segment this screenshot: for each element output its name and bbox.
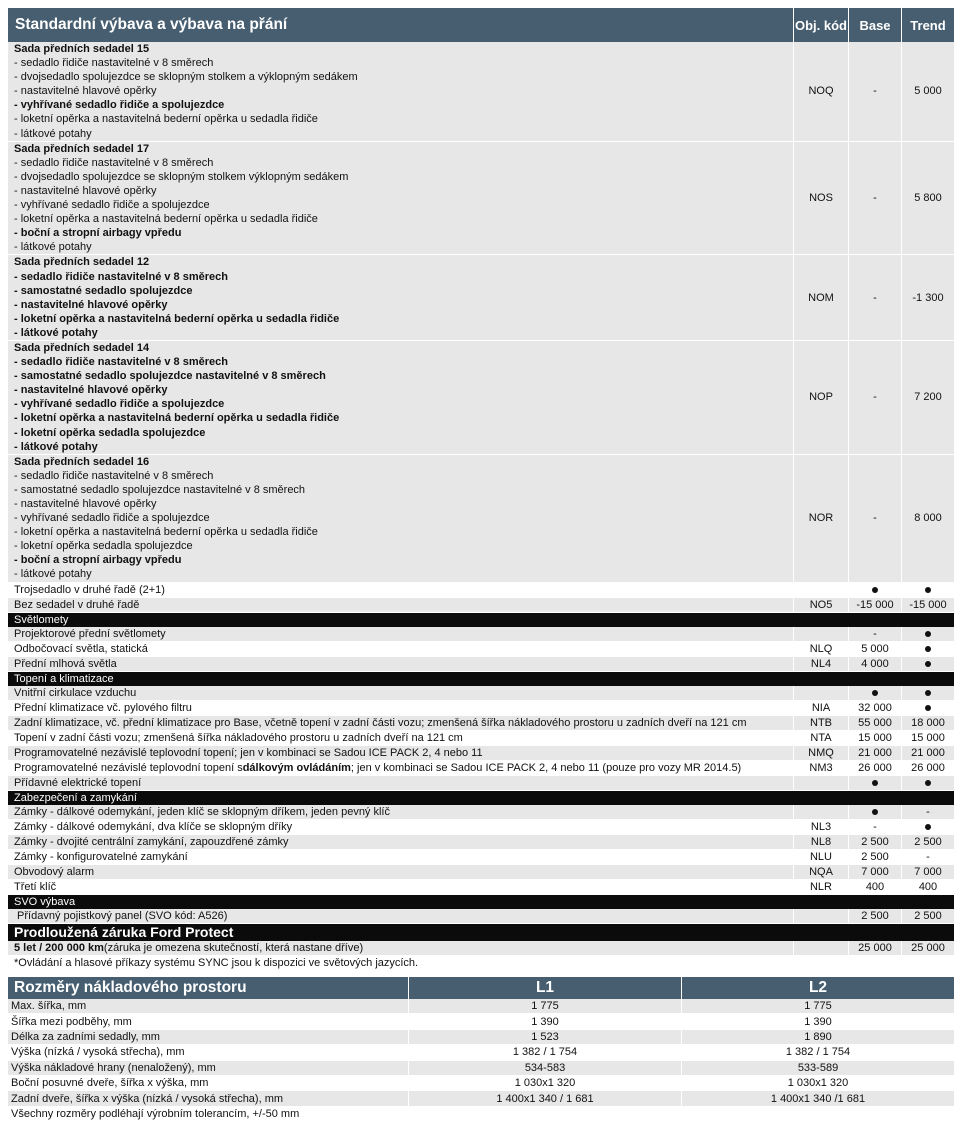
option-row <box>8 820 954 835</box>
package-line: - látkové potahy <box>14 127 92 140</box>
option-code <box>793 776 848 790</box>
included-bullet-icon <box>872 809 878 815</box>
package-line: - sedadlo řidiče nastavitelné v 8 směrech <box>14 156 214 169</box>
l2-value: 1 390 <box>681 1014 954 1028</box>
package-line: - vyhřívané sedadlo řidiče a spolujezdce <box>14 398 225 411</box>
trend-value: 15 000 <box>901 731 954 745</box>
base-value <box>848 686 901 700</box>
option-code <box>793 805 848 819</box>
trend-price: 8 000 <box>901 455 954 582</box>
package-line: - dvojsedadlo spolujezdce se sklopným stolkem a výklopným sedákem <box>14 71 358 84</box>
base-value <box>848 805 901 819</box>
option-name: Projektorové přední světlomety <box>14 627 166 640</box>
option-code: NLU <box>793 850 848 864</box>
package-line: Sada předních sedadel 14 <box>14 341 150 354</box>
included-bullet-icon <box>925 824 931 830</box>
base-value: 5 000 <box>848 642 901 656</box>
trend-value <box>901 657 954 671</box>
base-value: 32 000 <box>848 701 901 715</box>
equipment-table <box>8 8 954 970</box>
option-name: Zámky - konfigurovatelné zamykání <box>14 850 188 863</box>
option-name: Přední klimatizace vč. pylového filtru <box>14 701 192 714</box>
package-line: - sedadlo řidiče nastavitelné v 8 směrech <box>14 356 228 369</box>
dimension-row <box>8 1030 954 1045</box>
package-line: - loketní opěrka a nastavitelná bederní opěrka u sedadla řidiče <box>14 213 318 226</box>
package-line: - nastavitelné hlavové opěrky <box>14 85 157 98</box>
l2-value: 533-589 <box>681 1061 954 1075</box>
name-part-bold: dálkovým ovládáním <box>242 761 351 774</box>
trend-value: 26 000 <box>901 761 954 775</box>
option-code: NOS <box>793 142 848 255</box>
option-name: Zámky - dálkové odemykání, dva klíče se sklopným dříky <box>14 820 293 833</box>
option-row <box>8 850 954 865</box>
package-line: - vyhřívané sedadlo řidiče a spolujezdce <box>14 512 210 525</box>
base-value: 2 500 <box>848 850 901 864</box>
seat-package-row <box>8 455 954 583</box>
package-line: - loketní opěrka sedadla spolujezdce <box>14 540 193 553</box>
included-bullet-icon <box>872 780 878 786</box>
package-description <box>8 255 793 340</box>
seat-package-row <box>8 341 954 455</box>
section-header-heating <box>8 672 954 686</box>
trend-price: -1 300 <box>901 255 954 340</box>
option-row <box>8 909 954 924</box>
trend-price: 5 800 <box>901 142 954 255</box>
option-name: Třetí klíč <box>14 880 57 893</box>
option-code: NOR <box>793 455 848 582</box>
option-name: Trojsedadlo v druhé řadě (2+1) <box>14 583 165 596</box>
section-title: SVO výbava <box>8 895 793 909</box>
package-line: - sedadlo řidiče nastavitelné v 8 směrech <box>14 270 228 283</box>
package-description <box>8 142 793 255</box>
package-line: - loketní opěrka a nastavitelná bederní opěrka u sedadla řidiče <box>14 526 318 539</box>
trend-value: 18 000 <box>901 716 954 730</box>
package-line: - samostatné sedadlo spolujezdce nastavitelné v 8 směrech <box>14 370 326 383</box>
section-header-svo <box>8 895 954 909</box>
l1-value: 1 400x1 340 / 1 681 <box>408 1091 681 1105</box>
option-code: NLR <box>793 880 848 894</box>
package-line: - nastavitelné hlavové opěrky <box>14 184 157 197</box>
option-code <box>793 583 848 597</box>
option-code: NTB <box>793 716 848 730</box>
option-name: Přídavný pojistkový panel (SVO kód: A526) <box>14 909 228 922</box>
trend-value <box>901 642 954 656</box>
option-code: NQA <box>793 865 848 879</box>
dimension-row <box>8 1091 954 1106</box>
dimension-row <box>8 1061 954 1076</box>
package-line: - loketní opěrka a nastavitelná bederní opěrka u sedadla řidiče <box>14 412 340 425</box>
trend-value: -15 000 <box>901 598 954 612</box>
package-line: - loketní opěrka a nastavitelná bederní opěrka u sedadla řidiče <box>14 113 318 126</box>
package-line: - sedadlo řidiče nastavitelné v 8 směrech <box>14 57 214 70</box>
footnote: *Ovládání a hlasové příkazy systému SYNC jsou k dispozici ve světových jazycích. <box>14 956 419 969</box>
dimension-name: Boční posuvné dveře, šířka x výška, mm <box>11 1077 209 1090</box>
option-row <box>8 746 954 761</box>
included-bullet-icon <box>872 690 878 696</box>
package-line: - samostatné sedadlo spolujezdce <box>14 284 193 297</box>
package-line: - látkové potahy <box>14 326 98 339</box>
base-value: 2 500 <box>848 909 901 923</box>
base-price: - <box>848 455 901 582</box>
package-line: - samostatné sedadlo spolujezdce nastavitelné v 8 směrech <box>14 483 306 496</box>
option-code: NL4 <box>793 657 848 671</box>
included-bullet-icon <box>925 661 931 667</box>
package-line: Sada předních sedadel 16 <box>14 455 150 468</box>
package-description <box>8 42 793 141</box>
section-title: Prodloužená záruka Ford Protect <box>8 924 793 941</box>
option-row <box>8 776 954 791</box>
dimension-row <box>8 999 954 1014</box>
base-value: - <box>848 627 901 641</box>
trend-value <box>901 701 954 715</box>
base-price: - <box>848 255 901 340</box>
base-price: - <box>848 42 901 141</box>
dimension-name: Výška (nízká / vysoká střecha), mm <box>11 1046 185 1059</box>
dimensions-note: Všechny rozměry podléhají výrobním tolerancím, +/-50 mm <box>11 1107 300 1120</box>
base-value: 55 000 <box>848 716 901 730</box>
base-value: 7 000 <box>848 865 901 879</box>
trend-value <box>901 627 954 641</box>
section-header-security <box>8 791 954 805</box>
trend-value: 2 500 <box>901 909 954 923</box>
seat-package-row <box>8 42 954 142</box>
name-part-bold: 5 let / 200 000 km <box>14 941 104 954</box>
option-code <box>793 941 848 955</box>
equipment-title: Standardní výbava a výbava na přání <box>15 16 288 33</box>
trend-value: - <box>901 850 954 864</box>
option-row <box>8 686 954 701</box>
name-part: (záruka je omezena skutečností, která nastane dříve) <box>103 941 364 954</box>
package-line: - boční a stropní airbagy vpředu <box>14 554 182 567</box>
section-title: Topení a klimatizace <box>8 672 793 686</box>
option-code: NIA <box>793 701 848 715</box>
section-title: Světlomety <box>8 613 793 627</box>
option-name: Odbočovací světla, statická <box>14 642 148 655</box>
l2-value: 1 890 <box>681 1030 954 1044</box>
package-line: Sada předních sedadel 15 <box>14 43 150 55</box>
package-line: - dvojsedadlo spolujezdce se sklopným stolkem výklopným sedákem <box>14 170 349 183</box>
package-line: - loketní opěrka a nastavitelná bederní opěrka u sedadla řidiče <box>14 312 340 325</box>
option-name <box>8 941 793 955</box>
name-part: Programovatelné nezávislé teplovodní topení s <box>14 761 243 774</box>
dimension-row <box>8 1045 954 1060</box>
trend-value: 25 000 <box>901 941 954 955</box>
trend-value <box>901 820 954 834</box>
included-bullet-icon <box>872 587 878 593</box>
included-bullet-icon <box>925 646 931 652</box>
option-row <box>8 805 954 820</box>
package-line: - sedadlo řidiče nastavitelné v 8 směrech <box>14 469 214 482</box>
base-value: 4 000 <box>848 657 901 671</box>
base-value: 25 000 <box>848 941 901 955</box>
l1-value: 534-583 <box>408 1061 681 1075</box>
base-value: 2 500 <box>848 835 901 849</box>
package-line: - vyhřívané sedadlo řidiče a spolujezdce <box>14 199 210 212</box>
package-line: - loketní opěrka sedadla spolujezdce <box>14 426 206 439</box>
section-header-warranty <box>8 924 954 941</box>
option-code: NO5 <box>793 598 848 612</box>
option-row <box>8 941 954 956</box>
package-description <box>8 455 793 582</box>
section-header-lights <box>8 613 954 627</box>
equipment-header <box>8 8 954 42</box>
option-row <box>8 761 954 776</box>
dimension-row <box>8 1076 954 1091</box>
base-value: 400 <box>848 880 901 894</box>
trend-value: - <box>901 805 954 819</box>
option-name: Vnitřní cirkulace vzduchu <box>14 686 137 699</box>
base-value: 21 000 <box>848 746 901 760</box>
dimensions-header <box>8 977 954 999</box>
trend-value: 7 000 <box>901 865 954 879</box>
package-line: - nastavitelné hlavové opěrky <box>14 298 168 311</box>
option-code: NMQ <box>793 746 848 760</box>
l1-value: 1 523 <box>408 1030 681 1044</box>
l2-value: 1 382 / 1 754 <box>681 1045 954 1059</box>
option-code: NL8 <box>793 835 848 849</box>
included-bullet-icon <box>925 780 931 786</box>
dimension-name: Šířka mezi podběhy, mm <box>11 1015 132 1028</box>
trend-price: 5 000 <box>901 42 954 141</box>
package-description <box>8 341 793 454</box>
option-code: NOQ <box>793 42 848 141</box>
package-line: - látkové potahy <box>14 241 92 254</box>
section-title: Zabezpečení a zamykání <box>8 791 793 805</box>
base-value: 15 000 <box>848 731 901 745</box>
trend-value <box>901 686 954 700</box>
col-code-header: Obj. kód <box>793 8 848 42</box>
base-value: - <box>848 820 901 834</box>
seat-package-row <box>8 142 954 256</box>
dimensions-title: Rozměry nákladového prostoru <box>14 979 247 996</box>
l1-value: 1 382 / 1 754 <box>408 1045 681 1059</box>
package-line: - nastavitelné hlavové opěrky <box>14 384 168 397</box>
option-row <box>8 701 954 716</box>
col-l2-header: L2 <box>681 977 954 999</box>
included-bullet-icon <box>925 587 931 593</box>
trend-value: 400 <box>901 880 954 894</box>
dimensions-table <box>8 977 954 1121</box>
option-name: Topení v zadní části vozu; zmenšená šířka nákladového prostoru u zadních dveří na 121 cm <box>14 731 463 744</box>
option-row <box>8 880 954 895</box>
option-row <box>8 731 954 746</box>
base-value <box>848 583 901 597</box>
base-value <box>848 776 901 790</box>
dimension-name: Max. šířka, mm <box>11 1000 87 1013</box>
trend-value: 2 500 <box>901 835 954 849</box>
base-price: - <box>848 341 901 454</box>
col-base-header: Base <box>848 8 901 42</box>
option-name: Zámky - dvojité centrální zamykání, zapouzdřené zámky <box>14 835 289 848</box>
l1-value: 1 030x1 320 <box>408 1076 681 1090</box>
trend-value: 21 000 <box>901 746 954 760</box>
option-name: Přídavné elektrické topení <box>14 776 142 789</box>
package-line: - látkové potahy <box>14 568 92 581</box>
trend-value <box>901 583 954 597</box>
option-row <box>8 835 954 850</box>
option-row <box>8 716 954 731</box>
l2-value: 1 030x1 320 <box>681 1076 954 1090</box>
option-code: NOM <box>793 255 848 340</box>
base-price: - <box>848 142 901 255</box>
option-code <box>793 909 848 923</box>
package-line: - nastavitelné hlavové opěrky <box>14 498 157 510</box>
option-name <box>8 761 793 775</box>
option-name: Bez sedadel v druhé řadě <box>14 598 140 611</box>
option-name: Zámky - dálkové odemykání, jeden klíč se sklopným dříkem, jeden pevný klíč <box>14 805 390 818</box>
l1-value: 1 775 <box>408 999 681 1013</box>
option-code: NTA <box>793 731 848 745</box>
dimension-name: Zadní dveře, šířka x výška (nízká / vysoká střecha), mm <box>11 1092 284 1105</box>
name-part: ; jen v kombinaci se Sadou ICE PACK 2, 4 nebo 11 (pouze pro vozy MR 2014.5) <box>350 761 742 774</box>
option-code: NOP <box>793 341 848 454</box>
option-row <box>8 642 954 657</box>
package-line: - látkové potahy <box>14 440 98 453</box>
included-bullet-icon <box>925 631 931 637</box>
package-line: - boční a stropní airbagy vpředu <box>14 227 182 240</box>
option-code: NLQ <box>793 642 848 656</box>
option-code <box>793 686 848 700</box>
option-code: NL3 <box>793 820 848 834</box>
option-name: Zadní klimatizace, vč. přední klimatizace pro Base, včetně topení v zadní části vozu; zmenšená šířka nákladového prostoru u zadních dveří na 121 cm <box>14 716 747 729</box>
dimension-row <box>8 1014 954 1029</box>
base-value: 26 000 <box>848 761 901 775</box>
option-row <box>8 657 954 672</box>
option-name: Přední mlhová světla <box>14 657 117 670</box>
option-code: NM3 <box>793 761 848 775</box>
option-name: Obvodový alarm <box>14 865 95 878</box>
option-row <box>8 627 954 642</box>
included-bullet-icon <box>925 705 931 711</box>
trend-value <box>901 776 954 790</box>
option-row <box>8 598 954 613</box>
base-value: -15 000 <box>848 598 901 612</box>
package-line: Sada předních sedadel 17 <box>14 142 150 155</box>
option-name: Programovatelné nezávislé teplovodní topení; jen v kombinaci se Sadou ICE PACK 2, 4 nebo 11 <box>14 746 483 759</box>
seat-package-row <box>8 255 954 341</box>
col-l1-header: L1 <box>408 977 681 999</box>
l1-value: 1 390 <box>408 1014 681 1028</box>
option-row <box>8 583 954 598</box>
col-trend-header: Trend <box>901 8 954 42</box>
package-line: - vyhřívané sedadlo řidiče a spolujezdce <box>14 99 225 112</box>
dimension-name: Výška nákladové hrany (nenaložený), mm <box>11 1061 216 1074</box>
dimension-name: Délka za zadními sedadly, mm <box>11 1030 160 1043</box>
package-line: Sada předních sedadel 12 <box>14 256 150 269</box>
l2-value: 1 775 <box>681 999 954 1013</box>
option-row <box>8 865 954 880</box>
trend-price: 7 200 <box>901 341 954 454</box>
option-code <box>793 627 848 641</box>
l2-value: 1 400x1 340 /1 681 <box>681 1091 954 1105</box>
included-bullet-icon <box>925 690 931 696</box>
